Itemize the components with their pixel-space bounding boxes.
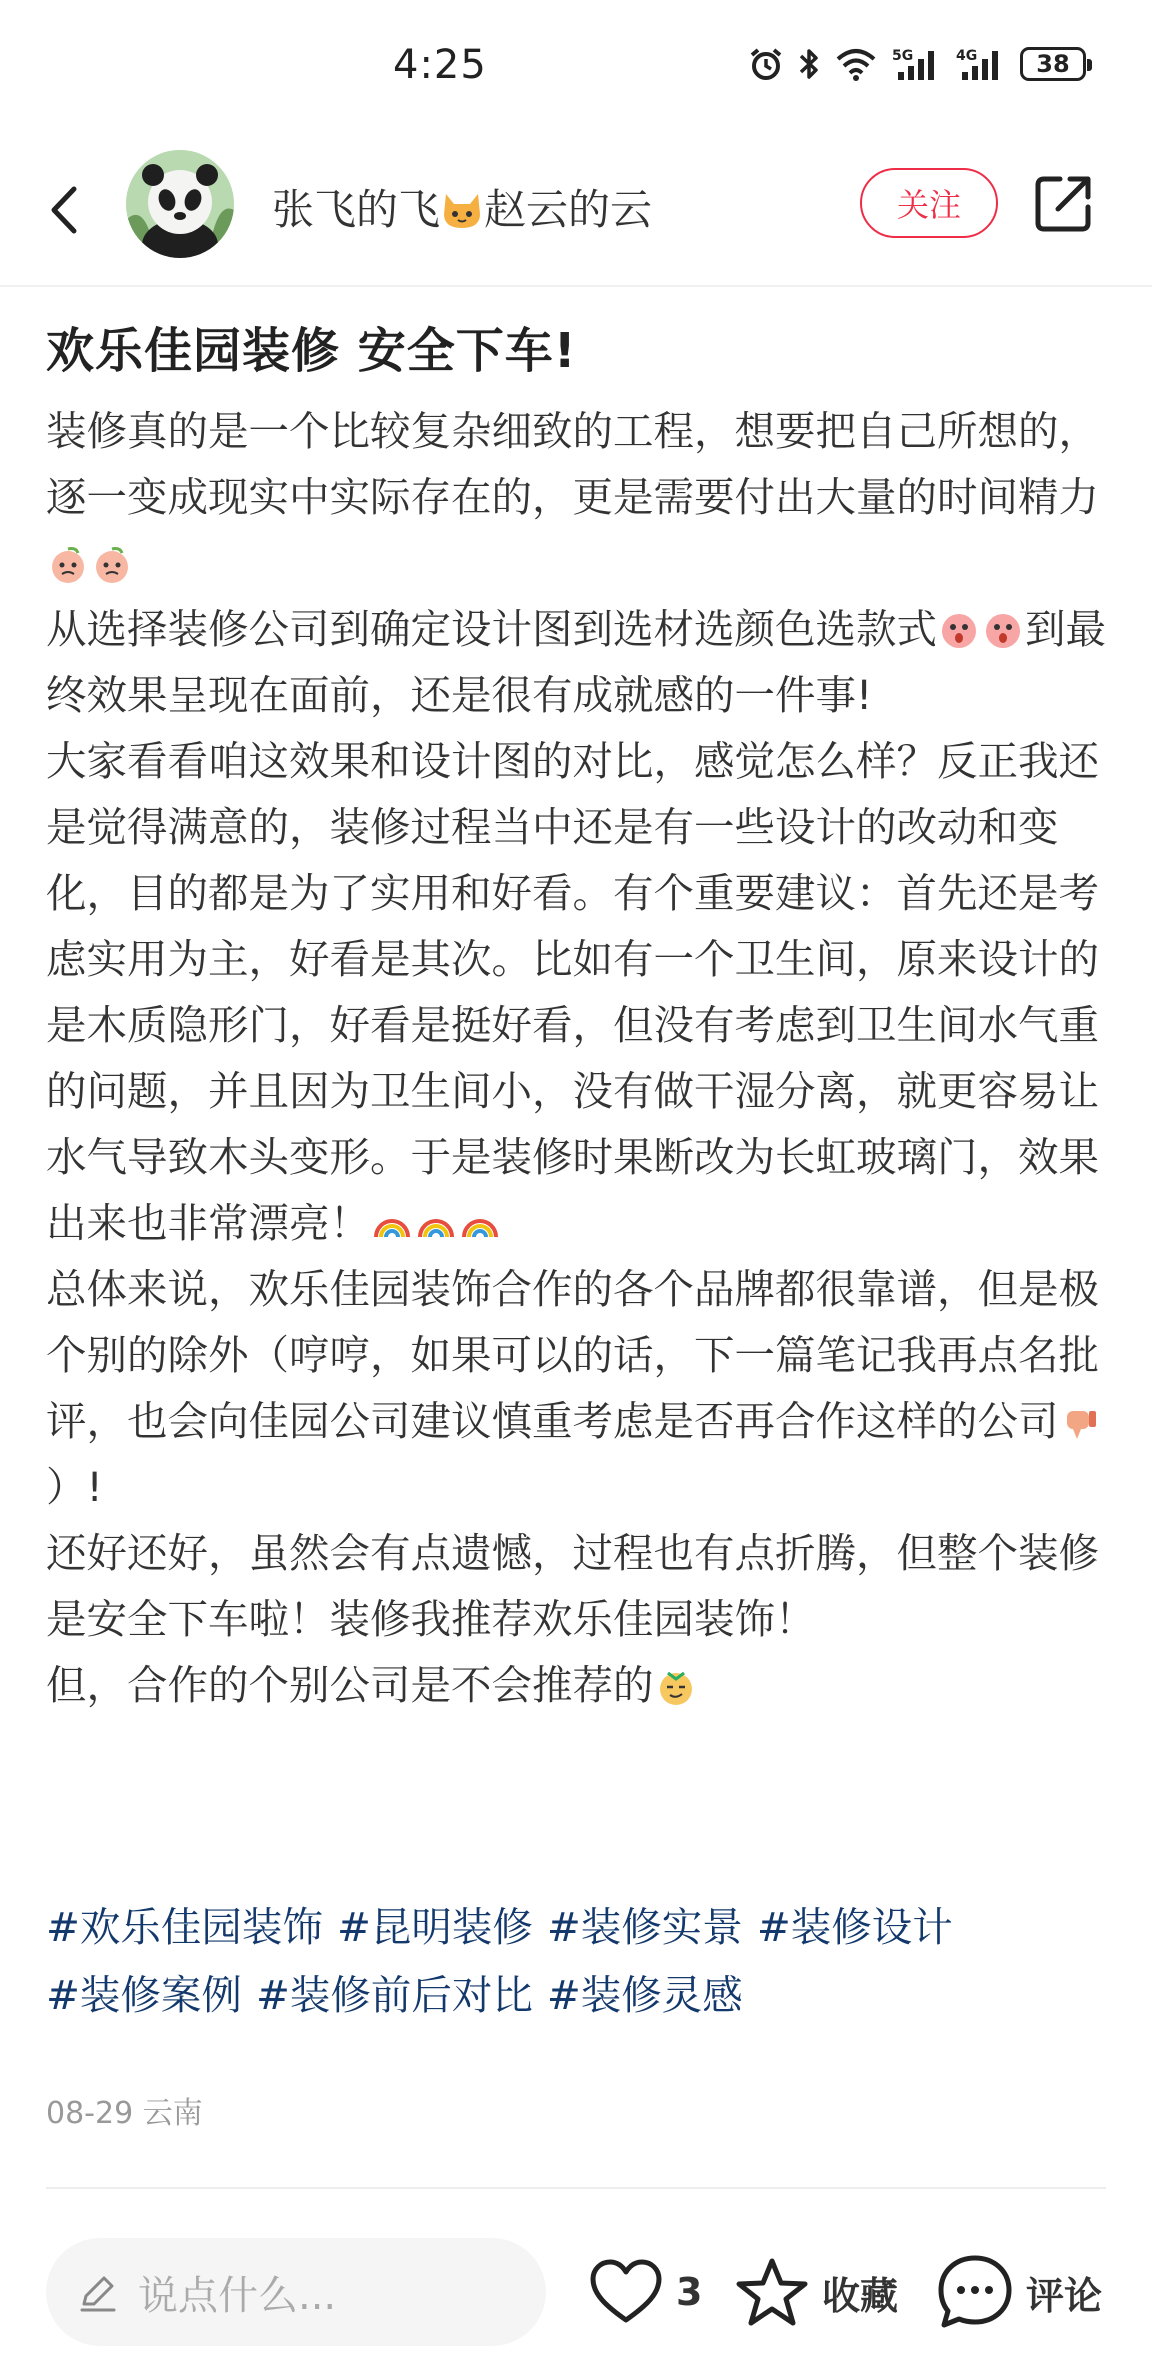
cat-emoji-icon — [440, 190, 484, 230]
author-name-part2: 赵云的云 — [484, 185, 653, 234]
svg-text:5G: 5G — [892, 48, 914, 64]
paragraph-text: 装修真的是一个比较复杂细致的工程，想要把自己所想的，逐一变成现实中实际存在的，更是需要付出大量的时间精力 — [46, 407, 1099, 521]
status-icons — [748, 44, 1086, 84]
collect-label: 收藏 — [822, 2273, 899, 2318]
svg-text:4G: 4G — [956, 48, 978, 64]
like-button[interactable] — [588, 2252, 702, 2332]
paragraph — [46, 1256, 1110, 1520]
smug-face-emoji-icon — [656, 1667, 696, 1707]
author-name-part1: 张飞的飞 — [272, 185, 441, 234]
share-icon[interactable] — [1032, 171, 1096, 235]
paragraph-text: 总体来说，欢乐佳园装饰合作的各个品牌都很靠谱，但是极个别的除外（哼哼，如果可以的话，下一篇笔记我再点名批评，也会向佳园公司建议慎重考虑是否再合作这样的公司 — [46, 1265, 1099, 1445]
paragraph — [46, 1652, 1110, 1718]
tearful-peach-emoji-icon — [48, 545, 88, 585]
bluetooth-icon — [798, 46, 820, 82]
comment-placeholder: 说点什么... — [138, 2272, 337, 2319]
shocked-face-emoji-icon — [939, 611, 979, 651]
rainbow-emoji-icon — [372, 1205, 412, 1245]
paragraph-text: 大家看看咱这效果和设计图的对比，感觉怎么样？反正我还是觉得满意的，装修过程当中还是有一些设计的改动和变化，目的都是为了实用和好看。有个重要建议：首先还是考虑实用为主，好看是其次。比如有一个卫生间，原来设计的是木质隐形门，好看是挺好看，但没有考虑到卫生间水气重的问题，并且因为卫生间小，没有做干湿分离，就更容易让水气导致木头变形。于是装修时果断改为长虹玻璃门，效果出来也非常漂亮！ — [46, 737, 1099, 1247]
note-title: 欢乐佳园装修 安全下车! — [46, 323, 577, 379]
follow-button[interactable]: 关注 — [860, 168, 998, 238]
battery-icon — [1020, 47, 1086, 81]
paragraph — [46, 1520, 1110, 1652]
4g-signal-icon — [956, 46, 1006, 82]
paragraph-text: 到最终效果呈现在面前，还是很有成就感的一件事! — [46, 605, 1106, 719]
rainbow-emoji-icon — [460, 1205, 500, 1245]
like-count: 3 — [676, 2270, 703, 2314]
panda-avatar-icon — [126, 150, 234, 258]
paragraph — [46, 398, 1110, 596]
comment-button[interactable] — [936, 2252, 1102, 2332]
battery-level: 38 — [1036, 50, 1070, 78]
paragraph — [46, 596, 1110, 728]
author-name[interactable] — [272, 177, 652, 237]
back-icon[interactable] — [40, 175, 90, 245]
divider — [46, 2187, 1106, 2189]
paragraph-text: 但，合作的个别公司是不会推荐的 — [46, 1661, 654, 1709]
status-bar — [0, 0, 1152, 135]
rainbow-emoji-icon — [416, 1205, 456, 1245]
paragraph-text: 还好还好，虽然会有点遗憾，过程也有点折腾，但整个装修是安全下车啦！装修我推荐欢乐佳园装饰！ — [46, 1529, 1099, 1643]
comment-bubble-icon — [936, 2253, 1014, 2331]
topic-tag[interactable]: #装修设计 — [756, 1903, 953, 1951]
note-body — [46, 398, 1110, 1718]
bottom-action-bar — [0, 2208, 1152, 2376]
paragraph-text: ）! — [46, 1463, 103, 1511]
comment-input[interactable] — [46, 2238, 546, 2346]
wifi-icon — [834, 47, 878, 81]
paragraph — [46, 728, 1110, 1256]
topic-tag[interactable]: #欢乐佳园装饰 — [46, 1903, 323, 1951]
author-avatar[interactable] — [126, 150, 234, 258]
comment-label: 评论 — [1026, 2273, 1103, 2318]
note-header — [0, 135, 1152, 287]
pencil-icon — [76, 2270, 120, 2314]
post-date-location: 08-29 云南 — [46, 2096, 203, 2131]
paragraph-text: 从选择装修公司到确定设计图到选材选颜色选款式 — [46, 605, 937, 653]
heart-icon — [588, 2258, 664, 2326]
thumbs-down-emoji-icon — [1061, 1403, 1101, 1443]
topic-tag[interactable]: #昆明装修 — [336, 1903, 533, 1951]
topic-tag[interactable]: #装修前后对比 — [255, 1971, 533, 2019]
tearful-peach-emoji-icon — [92, 545, 132, 585]
topic-tag[interactable]: #装修案例 — [46, 1971, 242, 2019]
collect-button[interactable] — [734, 2252, 898, 2332]
star-icon — [734, 2256, 810, 2328]
shocked-face-emoji-icon — [983, 611, 1023, 651]
5g-signal-icon — [892, 46, 942, 82]
topic-tag[interactable]: #装修实景 — [546, 1903, 743, 1951]
alarm-icon — [748, 46, 784, 82]
topic-tags — [46, 1893, 1116, 2029]
status-time: 4:25 — [393, 42, 487, 88]
topic-tag[interactable]: #装修灵感 — [546, 1971, 743, 2019]
